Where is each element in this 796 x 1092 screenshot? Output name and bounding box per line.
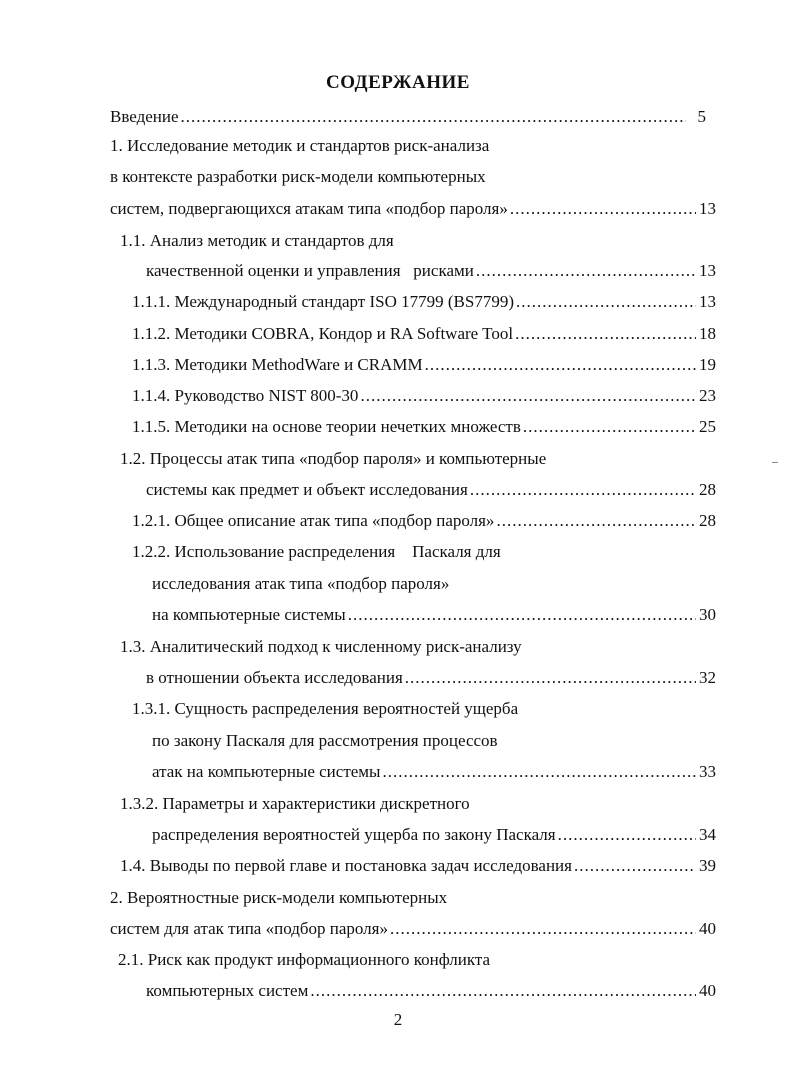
toc-entry-text: по закону Паскаля для рассмотрения процессов: [152, 731, 498, 750]
dot-leader: [510, 196, 696, 222]
toc-entry-page: 13: [699, 199, 716, 218]
toc-entry: [0, 383, 796, 409]
dot-leader: [574, 853, 696, 879]
toc-entry: [0, 634, 796, 660]
toc-entry-text: 1.4. Выводы по первой главе и постановка задач исследования: [120, 856, 572, 875]
dot-leader: [516, 289, 696, 315]
dot-leader: [496, 508, 696, 534]
toc-entry-page: 13: [699, 292, 716, 311]
toc-entry-text: 1.3.2. Параметры и характеристики дискретного: [120, 794, 470, 813]
toc-entry-page: 25: [699, 417, 716, 436]
toc-entry-text: систем, подвергающихся атакам типа «подбор пароля»: [110, 199, 508, 218]
toc-entry-page: 30: [699, 605, 716, 624]
toc-entry-text: 1.3. Аналитический подход к численному риск-анализу: [120, 637, 522, 656]
dot-leader: [523, 414, 696, 440]
toc-entry: [0, 539, 796, 565]
toc-entry-text: 1.1.3. Методики MethodWare и CRAMM: [132, 355, 423, 374]
toc-entry: [0, 133, 796, 159]
toc-entry: [0, 414, 796, 440]
toc-entry-text: исследования атак типа «подбор пароля»: [152, 574, 450, 593]
toc-entry: [0, 228, 796, 254]
toc-entry-page: 13: [699, 261, 716, 280]
toc-entry-text: на компьютерные системы: [152, 605, 346, 624]
toc-entry-page: 32: [699, 668, 716, 687]
toc-entry: [0, 321, 796, 347]
toc-entry: [0, 602, 796, 628]
toc-entry-page: 19: [699, 355, 716, 374]
toc-entry: [0, 258, 796, 284]
toc-entry: [0, 978, 796, 1004]
toc-entry: [0, 104, 796, 130]
margin-mark: [772, 462, 778, 463]
dot-leader: [382, 759, 696, 785]
toc-entry: [0, 728, 796, 754]
toc-entry-text: 1.1.1. Международный стандарт ISO 17799 (BS7799): [132, 292, 514, 311]
toc-entry-page: 5: [697, 107, 706, 126]
toc-entry-text: распределения вероятностей ущерба по закону Паскаля: [152, 825, 556, 844]
toc-entry: [0, 508, 796, 534]
dot-leader: [181, 104, 686, 130]
toc-entry-text: 1.1.4. Руководство NIST 800-30: [132, 386, 359, 405]
toc-entry-text: 1.2.1. Общее описание атак типа «подбор пароля»: [132, 511, 495, 530]
toc-entry: [0, 289, 796, 315]
toc-entry-text: 2. Вероятностные риск-модели компьютерных: [110, 888, 448, 907]
toc-entry: [0, 916, 796, 942]
dot-leader: [425, 352, 696, 378]
toc-entry: [0, 352, 796, 378]
toc-entry-text: 1.3.1. Сущность распределения вероятностей ущерба: [132, 699, 519, 718]
toc-entry-page: 39: [699, 856, 716, 875]
toc-entry-page: 18: [699, 324, 716, 343]
toc-entry-text: 1.1.5. Методики на основе теории нечетких множеств: [132, 417, 521, 436]
toc-entry-page: 40: [699, 981, 716, 1000]
toc-entry-text: 2.1. Риск как продукт информационного конфликта: [118, 950, 491, 969]
toc-entry-page: 40: [699, 919, 716, 938]
toc-entry: [0, 164, 796, 190]
toc-entry: [0, 822, 796, 848]
toc-entry-text: в отношении объекта исследования: [146, 668, 403, 687]
toc-entry-text: 1.2.2. Использование распределения Паскаля для: [132, 542, 501, 561]
toc-entry-page: 28: [699, 511, 716, 530]
dot-leader: [310, 978, 696, 1004]
toc-entry: [0, 696, 796, 722]
dot-leader: [558, 822, 696, 848]
toc-entry-text: систем для атак типа «подбор пароля»: [110, 919, 388, 938]
toc-entry-text: 1.1.2. Методики COBRA, Кондор и RA Software Tool: [132, 324, 514, 343]
toc-entry: [0, 446, 796, 472]
toc-entry-text: Введение: [110, 107, 179, 126]
toc-entry-text: 1.1. Анализ методик и стандартов для: [120, 231, 394, 250]
toc-entry: [0, 885, 796, 911]
toc-entry-text: качественной оценки и управления рисками: [146, 261, 474, 280]
dot-leader: [470, 477, 696, 503]
toc-entry: [0, 947, 796, 973]
toc-entry: [0, 791, 796, 817]
toc-entry-text: в контексте разработки риск-модели компьютерных: [110, 167, 486, 186]
toc-entry-text: 1.2. Процессы атак типа «подбор пароля» и компьютерные: [120, 449, 547, 468]
dot-leader: [515, 321, 696, 347]
toc-entry: [0, 665, 796, 691]
toc-entry-text: 1. Исследование методик и стандартов риск-анализа: [110, 136, 490, 155]
toc-entry: [0, 853, 796, 879]
dot-leader: [348, 602, 696, 628]
toc-entry: [0, 571, 796, 597]
toc-entry: [0, 477, 796, 503]
toc-entry-page: 23: [699, 386, 716, 405]
toc-entry: [0, 759, 796, 785]
toc-entry-text: атак на компьютерные системы: [152, 762, 381, 781]
toc-entry-page: 28: [699, 480, 716, 499]
toc-entry-text: системы как предмет и объект исследования: [146, 480, 468, 499]
page-title: СОДЕРЖАНИЕ: [326, 72, 470, 93]
page-number: 2: [393, 1010, 403, 1029]
dot-leader: [360, 383, 696, 409]
toc-entry: [0, 196, 796, 222]
toc-entry-page: 34: [699, 825, 716, 844]
dot-leader: [476, 258, 696, 284]
dot-leader: [390, 916, 696, 942]
dot-leader: [405, 665, 696, 691]
toc-entry-text: компьютерных систем: [146, 981, 309, 1000]
toc-entry-page: 33: [699, 762, 716, 781]
